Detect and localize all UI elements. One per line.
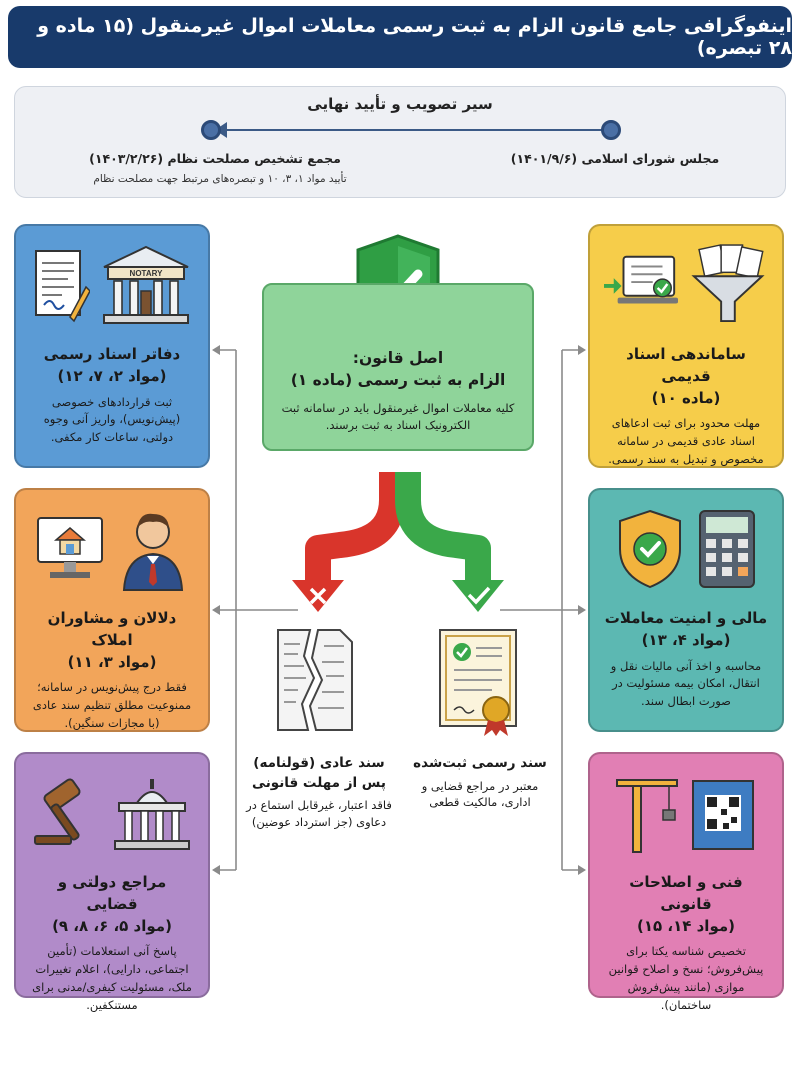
brokers-title-line1: دلالان و مشاوران املاک <box>47 609 177 649</box>
technical-title <box>604 872 768 937</box>
core-principle-desc: کلیه معاملات اموال غیرمنقول باید در سامانه ثبت الکترونیک اسناد به ثبت برسند. <box>281 400 515 433</box>
authorities-illustration <box>30 754 194 872</box>
brokers-title-line2: (مواد ۳، ۱۱) <box>67 652 157 671</box>
core-title-line2: الزام به ثبت رسمی (ماده ۱) <box>290 371 506 390</box>
security-shield-icon <box>614 507 686 591</box>
technical-title-line2: (مواد ۱۴، ۱۵) <box>636 916 735 935</box>
financial-desc: محاسبه و اخذ آنی مالیات نقل و انتقال، امکان بیمه مسئولیت در صورت ابطال سند. <box>610 658 762 709</box>
notary-title-line1: دفاتر اسناد رسمی <box>43 345 181 363</box>
informal-doc-desc: فاقد اعتبار، غیرقابل استماع در دعاوی (جز استرداد عوضین) <box>246 798 392 829</box>
organizing-title-line1: ساماندهی اسناد قدیمی <box>626 345 746 385</box>
core-principle-title <box>264 347 532 392</box>
certificate-icon <box>436 626 526 738</box>
crane-icon <box>613 770 679 856</box>
real-estate-brokers-box <box>14 488 210 732</box>
official-doc-title: سند رسمی ثبت‌شده <box>413 755 547 771</box>
financial-title-line2: (مواد ۴، ۱۳) <box>641 630 731 649</box>
organizing-illustration <box>604 226 768 344</box>
notary-offices-box <box>14 224 210 468</box>
document-funnel-icon <box>688 242 768 328</box>
brokers-desc: فقط درج پیش‌نویس در سامانه؛ ممنوعیت مطلق تنظیم سند عادی (با مجازات سنگین). <box>32 680 192 730</box>
timeline-note: تأیید مواد ۱، ۳، ۱۰ و تبصره‌های مرتبط جهت مصلحت نظام <box>93 173 347 185</box>
authorities-title-line1: مراجع دولتی و قضایی <box>57 873 167 913</box>
gavel-icon <box>31 778 101 848</box>
informal-document-caption <box>244 754 394 830</box>
financial-security-box <box>588 488 784 732</box>
organizing-desc: مهلت محدود برای ثبت ادعاهای اسناد عادی قدیمی در سامانه مخصوص و تبدیل به سند رسمی. <box>608 416 764 466</box>
red-branch-arrow <box>318 472 392 585</box>
brokers-illustration <box>30 490 194 608</box>
organizing-title <box>604 344 768 409</box>
laptop-check-icon <box>604 248 678 322</box>
technical-legal-box <box>588 752 784 1012</box>
calculator-icon <box>696 507 758 591</box>
timeline-label-council: مجمع تشخیص مصلحت نظام (۱۴۰۳/۲/۲۶) <box>89 151 341 166</box>
government-judicial-box <box>14 752 210 1012</box>
official-doc-desc: معتبر در مراجع قضایی و اداری، مالکیت قطعی <box>421 778 539 810</box>
notary-sign-text: NOTARY <box>129 269 163 278</box>
notary-title <box>30 344 194 388</box>
financial-illustration <box>604 490 768 608</box>
technical-illustration <box>604 754 768 872</box>
financial-title <box>604 608 768 652</box>
core-title-line1: اصل قانون: <box>352 349 444 367</box>
green-branch-arrow <box>408 472 478 585</box>
page-title: اینفوگرافی جامع قانون الزام به ثبت رسمی معاملات اموال غیرمنقول (۱۵ ماده و ۲۸ تبصره) <box>37 15 792 59</box>
authorities-desc: پاسخ آنی استعلامات (تأمین اجتماعی، دارایی)، اعلام تغییرات ملک، مسئولیت کیفری/مدنی برای مستنکفین. <box>32 944 192 1012</box>
authorities-title-line2: (مواد ۵، ۶، ۸، ۹) <box>52 916 172 935</box>
broker-person-icon <box>116 506 190 592</box>
timeline-title: سیر تصویب و تأیید نهایی <box>307 95 493 113</box>
notary-title-line2: (مواد ۲، ۷، ۱۲) <box>57 366 167 385</box>
official-document-caption <box>410 754 550 811</box>
notary-building-icon <box>100 243 192 327</box>
notary-illustration <box>30 226 194 344</box>
technical-desc: تخصیص شناسه یکتا برای پیش‌فروش؛ نسخ و اصلاح قوانین موازی (مانند پیش‌فروش ساختمان). <box>608 944 764 1012</box>
computer-house-icon <box>34 512 106 586</box>
brokers-title <box>30 608 194 673</box>
technical-title-line1: فنی و اصلاحات قانونی <box>629 873 743 913</box>
organizing-title-line2: (ماده ۱۰) <box>651 388 721 407</box>
blueprint-qr-icon <box>689 771 759 855</box>
green-arrow-head <box>452 580 504 612</box>
informal-doc-title: سند عادی (قولنامه) پس از مهلت قانونی <box>252 755 386 791</box>
signed-contract-icon <box>32 247 90 323</box>
core-principle-box <box>262 283 534 451</box>
authorities-title <box>30 872 194 937</box>
financial-title-line1: مالی و امنیت معاملات <box>604 609 768 627</box>
old-documents-box <box>588 224 784 468</box>
timeline-label-parliament: مجلس شورای اسلامی (۱۴۰۱/۹/۶) <box>510 151 720 166</box>
government-building-icon <box>111 773 193 853</box>
notary-desc: ثبت قراردادهای خصوصی (پیش‌نویس)، واریز آنی وجوه دولتی، ساعات کار مکفی. <box>43 394 181 445</box>
torn-document-icon <box>274 626 356 734</box>
